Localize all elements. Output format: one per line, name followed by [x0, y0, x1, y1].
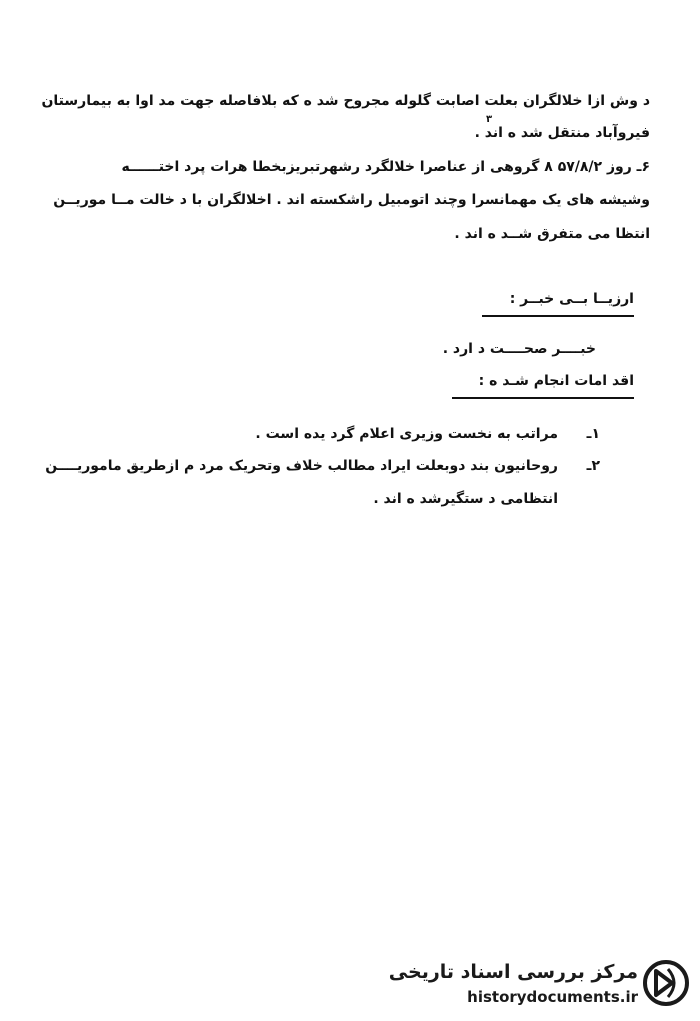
archive-logo-icon — [642, 959, 690, 1007]
actions-heading-underline — [452, 397, 634, 399]
action-item-1-text: مراتب به نخست وزیری اعلام گرد یده است . — [255, 426, 558, 442]
action-item-2-line-2: انتظامی د ستگیرشد ه اند . — [373, 491, 558, 507]
watermark — [390, 955, 690, 1015]
evaluation-heading-underline — [482, 315, 634, 317]
paragraph-2-line-1: ۶ـ روز ۵۷/۸/۲ ۸ گروهی از عناصرا خلالگرد رشهرتبریزبخطا هرات پرد اختــــــه — [121, 159, 650, 175]
paragraph-1-line-1: د وش ازا خلالگران بعلت اصابت گلوله مجروح شد ه که بلافاصله جهت مد اوا به بیمارستان — [41, 93, 650, 109]
paragraph-2-line-2: وشیشه های یک مهمانسرا وچند اتومبیل راشکسته اند . اخلالگران با د خالت مــا موریــن — [53, 192, 650, 208]
action-item-2-number: ۲ـ — [586, 458, 600, 474]
footnote-mark: ۳ — [486, 114, 493, 125]
actions-heading: اقد امات انجام شـد ه : — [478, 373, 634, 389]
paragraph-1-line-2: فیروآباد منتقل شد ه اند . — [474, 125, 650, 141]
evaluation-text: خبــــر صحــــت د ارد . — [442, 341, 596, 357]
action-item-1-number: ۱ـ — [586, 426, 600, 442]
watermark-text-en: historydocuments.ir — [467, 988, 638, 1006]
watermark-text-fa: مرکز بررسی اسناد تاریخی — [388, 961, 638, 983]
paragraph-2-line-3: انتظا می متفرق شــد ه اند . — [454, 226, 650, 242]
action-item-2-line-1: روحانیون بند دوبعلت ایراد مطالب خلاف وتحریک مرد م ازطریق ماموریــــن — [45, 458, 558, 474]
evaluation-heading: ارزیــا بــی خبــر : — [509, 291, 634, 307]
